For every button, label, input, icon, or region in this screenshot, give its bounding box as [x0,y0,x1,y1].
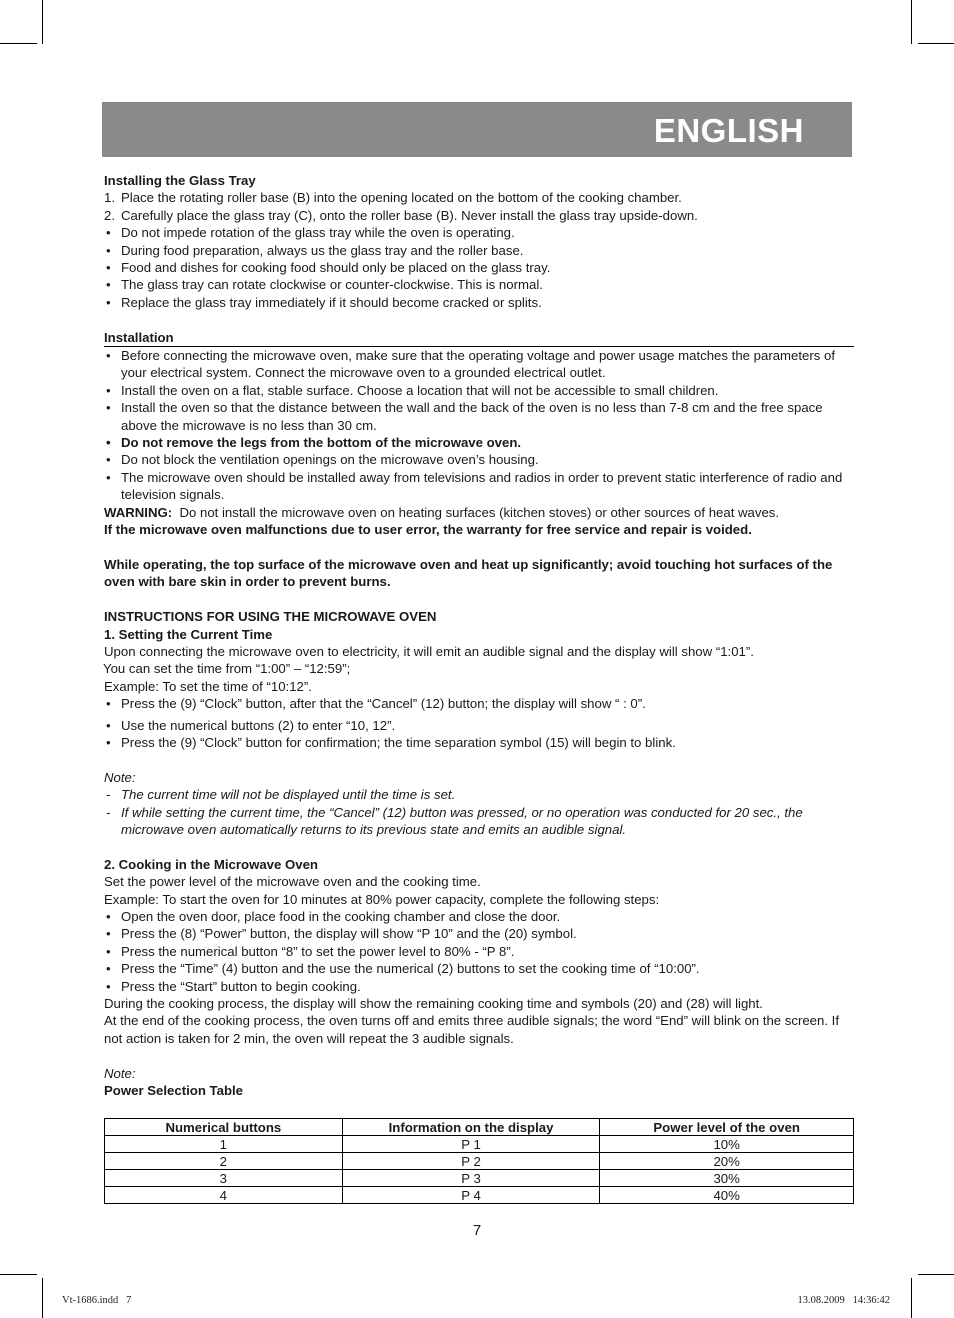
paragraph: At the end of the cooking process, the oven turns off and emits three audible signals; the word “End” will blink on the screen. If not action is taken for 2 min, the oven will repeat the 3 audible signals. [104,1013,840,1046]
warning-paragraph: WARNING: Do not install the microwave oven on heating surfaces (kitchen stoves) or other sources of heat waves. [104,504,780,520]
table-cell: P 2 [342,1153,600,1170]
page-number: 7 [472,1222,482,1239]
numbered-step: 2. Carefully place the glass tray (C), onto the roller base (B). Never install the glass tray upside-down. [104,207,698,223]
crop-mark [0,1274,37,1275]
crop-mark [918,1274,954,1275]
bullet-item: • Press the (9) “Clock” button, after that the “Cancel” (12) button; the display will show “ : 0”. [106,696,646,712]
crop-mark [911,1278,912,1318]
table-cell: 20% [600,1153,854,1170]
document-body [104,172,852,1099]
footer-timestamp: 13.08.2009 14:36:42 [797,1295,890,1306]
section-heading-glass-tray: Installing the Glass Tray [104,173,256,188]
language-title: ENGLISH [653,112,804,149]
warning-label: WARNING: [104,504,173,520]
table-cell: 30% [600,1170,854,1187]
table-cell: P 4 [342,1187,600,1204]
table-cell: P 3 [342,1170,600,1187]
column-header: Power level of the oven [600,1119,854,1136]
bullet-item: • Press the numerical button “8” to set the power level to 80% - “P 8”. [106,943,515,959]
bullet-item-bold: • Do not remove the legs from the bottom of the microwave oven. [106,435,522,451]
subheading-setting-time: 1. Setting the Current Time [104,626,273,642]
warranty-note: If the microwave oven malfunctions due to user error, the warranty for free service and repair is voided. [104,522,752,538]
bullet-item: • During food preparation, always us the glass tray and the roller base. [106,242,524,258]
hot-surface-note: While operating, the top surface of the microwave oven and heat up significantly; avoid touching hot surfaces of the oven with bare skin in order to prevent burns. [104,556,833,590]
paragraph: You can set the time from “1:00” – “12:59”; [103,661,351,677]
note-label: Note: [104,1065,136,1081]
bullet-item: • Install the oven so that the distance between the wall and the back of the oven is no less than 7-8 cm and the free space above the microwave is no less than 30 cm. [106,400,823,433]
table-header-row [105,1119,854,1136]
table-cell: 4 [105,1187,343,1204]
paragraph: During the cooking process, the display will show the remaining cooking time and symbols (20) and (28) will light. [104,996,763,1012]
bullet-item: • Press the (9) “Clock” button for confirmation; the time separation symbol (15) will begin to blink. [106,734,676,750]
footer-file-info: Vt-1686.indd 7 [62,1295,132,1306]
section-heading-installation: Installation [104,329,854,347]
note-item: - The current time will not be displayed until the time is set. [106,787,456,803]
table-cell: 40% [600,1187,854,1204]
table-cell: 10% [600,1136,854,1153]
bullet-item: • Food and dishes for cooking food should only be placed on the glass tray. [106,260,551,276]
table-row [105,1136,854,1153]
table-cell: 2 [105,1153,343,1170]
bullet-item: • Press the “Time” (4) button and the use the numerical (2) buttons to set the cooking time of “10:00”. [106,961,700,977]
note-label: Note: [104,769,136,785]
subheading-cooking: 2. Cooking in the Microwave Oven [104,856,318,872]
crop-mark [42,1278,43,1318]
language-banner [102,102,852,157]
table-cell: 1 [105,1136,343,1153]
paragraph: Example: To start the oven for 10 minutes at 80% power capacity, complete the following steps: [104,891,660,907]
power-selection-table [104,1118,854,1204]
crop-mark [918,43,954,44]
table-row [105,1187,854,1204]
section-heading-instructions: INSTRUCTIONS FOR USING THE MICROWAVE OVEN [104,609,437,625]
bullet-item: • Replace the glass tray immediately if it should become cracked or splits. [106,294,542,310]
bullet-item: • Install the oven on a flat, stable surface. Choose a location that will not be accessible to small children. [106,382,719,398]
table-cell: 3 [105,1170,343,1187]
bullet-item: • Press the (8) “Power” button, the display will show “P 10” and the (20) symbol. [106,926,577,942]
table-row [105,1153,854,1170]
paragraph: Upon connecting the microwave oven to electricity, it will emit an audible signal and the display will show “1:01”. [104,643,754,659]
table-cell: P 1 [342,1136,600,1153]
table-title: Power Selection Table [104,1083,243,1099]
bullet-item: • Before connecting the microwave oven, make sure that the operating voltage and power usage matches the parameters of your electrical system. Connect the microwave oven to a grounded electrical outlet. [106,348,836,381]
table-row [105,1170,854,1187]
bullet-item: • The microwave oven should be installed away from televisions and radios in order to prevent static interference of radio and television signals. [106,469,843,503]
bullet-item: • Open the oven door, place food in the cooking chamber and close the door. [106,908,561,924]
bullet-item: • Do not block the ventilation openings on the microwave oven’s housing. [106,452,539,468]
crop-mark [911,0,912,44]
numbered-step: 1. Place the rotating roller base (B) into the opening located on the bottom of the cooking chamber. [104,190,682,206]
column-header: Numerical buttons [105,1119,343,1136]
note-item: - If while setting the current time, the “Cancel” (12) button was pressed, or no operation was conducted for 20 sec., the microwave oven automatically returns to its previous state and emits an audible signal. [106,804,803,837]
bullet-item: • Do not impede rotation of the glass tray while the oven is operating. [106,225,515,241]
crop-mark [0,43,37,44]
paragraph: Example: To set the time of “10:12”. [104,678,312,694]
bullet-item: • Use the numerical buttons (2) to enter “10, 12”. [106,717,396,733]
bullet-item: • Press the “Start” button to begin cooking. [106,978,361,994]
bullet-item: • The glass tray can rotate clockwise or counter-clockwise. This is normal. [106,277,543,293]
column-header: Information on the display [342,1119,600,1136]
crop-mark [42,0,43,44]
paragraph: Set the power level of the microwave oven and the cooking time. [104,874,481,890]
